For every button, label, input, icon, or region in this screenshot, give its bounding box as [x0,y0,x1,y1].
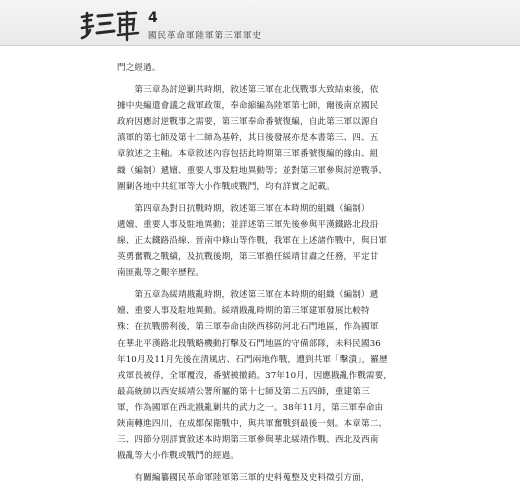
text-line: 戡亂等大小作戰或戰鬥的經過。 [117,451,239,462]
text-line: 第五章為綏靖戡亂時期，敘述第三軍在本時期的組織（編制）遞 [117,290,379,301]
text-line: 政府因應討逆戰事之需要，第三軍奉命番號復編，自此第三軍以源自 [117,117,379,128]
text-line: 軍，作為國軍在西北戡亂剿共的武力之一。38年11月，第三軍奉命由 [117,402,384,413]
body-text [117,60,415,486]
header-divider [0,45,520,46]
text-line: 滇軍的第七師及第十二師為基幹，其日後發展亦是本書第三、四、五 [117,133,379,144]
text-line: 戎軍長被俘，全軍覆沒，番號被撤銷。37年10月，因應戡亂作戰需要， [117,370,393,381]
running-title: 國民革命軍陸軍第三軍軍史 [148,31,263,41]
text-line: 章敘述之主軸。本章敘述內容包括此時期第三軍番號復編的緣由、組 [117,149,379,160]
text-line: 第四章為對日抗戰時期，敘述第三軍在本時期的組織（編制） [117,203,370,214]
text-line: 遞嬗、重要人事及駐地異動；並詳述第三軍先後參與平漢鐵路北段沿 [117,219,379,230]
text-line: 年10月及11月先後在清風店、石門兩地作戰，遭到共軍「擊潰」，羅歷 [117,354,388,365]
text-line: 最高統帥以西安綏靖公署所屬的第十七師及第二五四師，重建第三 [117,386,370,397]
text-line: 據中央編遣會議之裁軍政策，奉命縮編為陸軍第七師，爾後南京國民 [117,101,379,112]
text-line: 有關編纂國民革命軍陸軍第三軍的史料蒐整及史料徵引方面， [117,473,370,484]
page-header [0,0,520,46]
text-line: 門之經過。 [117,63,161,73]
text-line: 英勇奮戰之戰績，及抗戰後期，第三軍擔任綏靖甘肅之任務，平定甘 [117,252,379,263]
text-line: 織（編制）遞嬗、重要人事及駐地異動等；並對第三軍參與討逆戰爭、 [117,165,388,176]
page-number: 4 [148,10,158,26]
text-line: 南匪亂等之艱辛歷程。 [117,268,205,279]
text-line: 第三章為討逆剿共時期，敘述第三軍在北伐戰事大致結束後，依 [117,85,379,96]
text-line: 陝南轉進四川，在成都保衛戰中，與共軍奮戰到最後一刻。本章第二、 [117,418,388,429]
text-line: 線、正太鐵路沿線、晉南中條山等作戰，我軍在上述諸作戰中，與日軍 [117,235,388,246]
text-line: 殊：在抗戰勝利後，第三軍奉命由陝西移防河北石門地區，作為國軍 [117,322,379,333]
text-line: 圍剿各地中共紅軍等大小作戰或戰鬥，均有詳實之記載。 [117,181,335,192]
text-line: 嬗、重要人事及駐地異動。綏靖戡亂時期的第三軍建軍發展比較特 [117,306,370,317]
text-line: 在華北平漢路北段戰略機動打擊及石門地區的守備部隊，未料民國36 [117,338,381,349]
calligraphy-logo-icon [78,8,142,42]
text-line: 三、四節分別詳實敘述本時期第三軍參與華北綏靖作戰、西北及西南 [117,435,379,446]
